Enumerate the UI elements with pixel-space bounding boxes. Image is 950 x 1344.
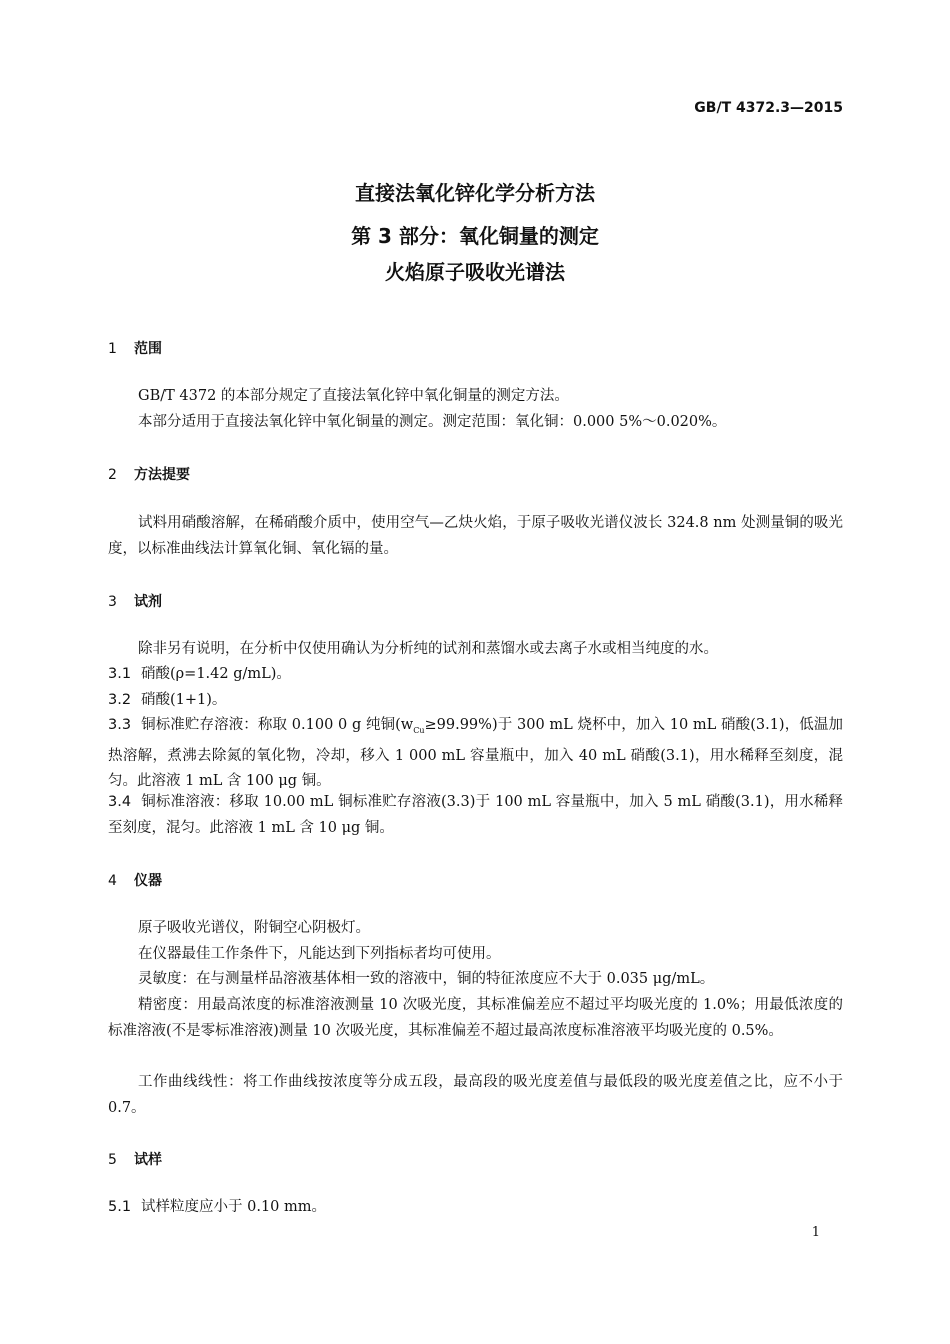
paragraph: 精密度：用最高浓度的标准溶液测量 10 次吸光度，其标准偏差应不超过平均吸光度的 1.0%；用最低浓度的标准溶液(不是零标准溶液)测量 10 次吸光度，其标准偏差不超过最高浓度标准溶液平均吸光度的 0.5%。 (108, 997, 843, 1039)
clause-5-1 (108, 1195, 843, 1221)
section-number: 3 (108, 594, 117, 610)
clause-number: 3.2 (108, 692, 132, 708)
clause-text: 试样粒度应小于 0.10 mm。 (141, 1199, 327, 1215)
paragraph: 原子吸收光谱仪，附铜空心阴极灯。 (138, 920, 370, 936)
clause-text: ≥99.99%)于 300 mL 烧杯中，加入 10 mL 硝酸(3.1)，低温加热溶解，煮沸去除氮的氧化物，冷却，移入 1 000 mL 容量瓶中，加入 40 mL 硝酸(3.1)，用水稀释至刻度，混匀。此溶液 1 mL 含 100 μg 铜。 (108, 717, 843, 790)
clause-3-1 (108, 662, 843, 688)
section-number: 5 (108, 1152, 117, 1168)
section-title: 试剂 (134, 594, 162, 610)
section-1-heading (108, 338, 162, 358)
page-number: 1 (811, 1225, 820, 1240)
paragraph: 工作曲线线性：将工作曲线按浓度等分成五段，最高段的吸光度差值与最低段的吸光度差值之比，应不小于 0.7。 (108, 1074, 843, 1116)
clause-number: 3.1 (108, 666, 132, 682)
section-title: 仪器 (134, 873, 162, 889)
clause-number: 3.3 (108, 717, 132, 733)
clause-text: 铜标准溶液：移取 10.00 mL 铜标准贮存溶液(3.3)于 100 mL 容量瓶中，加入 5 mL 硝酸(3.1)，用水稀释至刻度，混匀。此溶液 1 mL 含 10 μg 铜。 (108, 794, 843, 836)
paragraph: 在仪器最佳工作条件下，凡能达到下列指标者均可使用。 (138, 946, 501, 962)
clause-3-4 (108, 790, 843, 841)
paragraph: 灵敏度：在与测量样品溶液基体相一致的溶液中，铜的特征浓度应不大于 0.035 μg/mL。 (138, 971, 715, 987)
clause-text: 铜标准贮存溶液：称取 0.100 0 g 纯铜(w (141, 717, 414, 733)
section-5-heading (108, 1149, 162, 1169)
doc-title-line3: 火焰原子吸收光谱法 (385, 260, 565, 284)
paragraph: 除非另有说明，在分析中仅使用确认为分析纯的试剂和蒸馏水或去离子水或相当纯度的水。 (138, 641, 718, 657)
doc-title-line2: 第 3 部分：氧化铜量的测定 (351, 224, 599, 248)
paragraph: 试料用硝酸溶解，在稀硝酸介质中，使用空气—乙炔火焰，于原子吸收光谱仪波长 324.8 nm 处测量铜的吸光度，以标准曲线法计算氧化铜、氧化镉的量。 (108, 515, 843, 557)
section-number: 4 (108, 873, 117, 889)
section-4-heading (108, 870, 162, 890)
section-2-heading (108, 464, 190, 484)
section-number: 2 (108, 467, 117, 483)
doc-title-line1: 直接法氧化锌化学分析方法 (355, 181, 595, 205)
clause-text: 硝酸(ρ=1.42 g/mL)。 (141, 666, 291, 682)
paragraph: 本部分适用于直接法氧化锌中氧化铜量的测定。测定范围：氧化铜：0.000 5%～0.020%。 (138, 414, 727, 430)
section-title: 方法提要 (134, 467, 190, 483)
clause-number: 3.4 (108, 794, 132, 810)
section-title: 试样 (134, 1152, 162, 1168)
clause-text: 硝酸(1+1)。 (141, 692, 227, 708)
paragraph: GB/T 4372 的本部分规定了直接法氧化锌中氧化铜量的测定方法。 (138, 388, 569, 404)
clause-3-2 (108, 688, 843, 714)
subscript: Cu (413, 725, 425, 735)
section-number: 1 (108, 341, 117, 357)
section-title: 范围 (134, 341, 162, 357)
clause-3-3 (108, 713, 843, 795)
standard-code: GB/T 4372.3—2015 (694, 100, 843, 116)
section-3-heading (108, 591, 162, 611)
clause-number: 5.1 (108, 1199, 132, 1215)
